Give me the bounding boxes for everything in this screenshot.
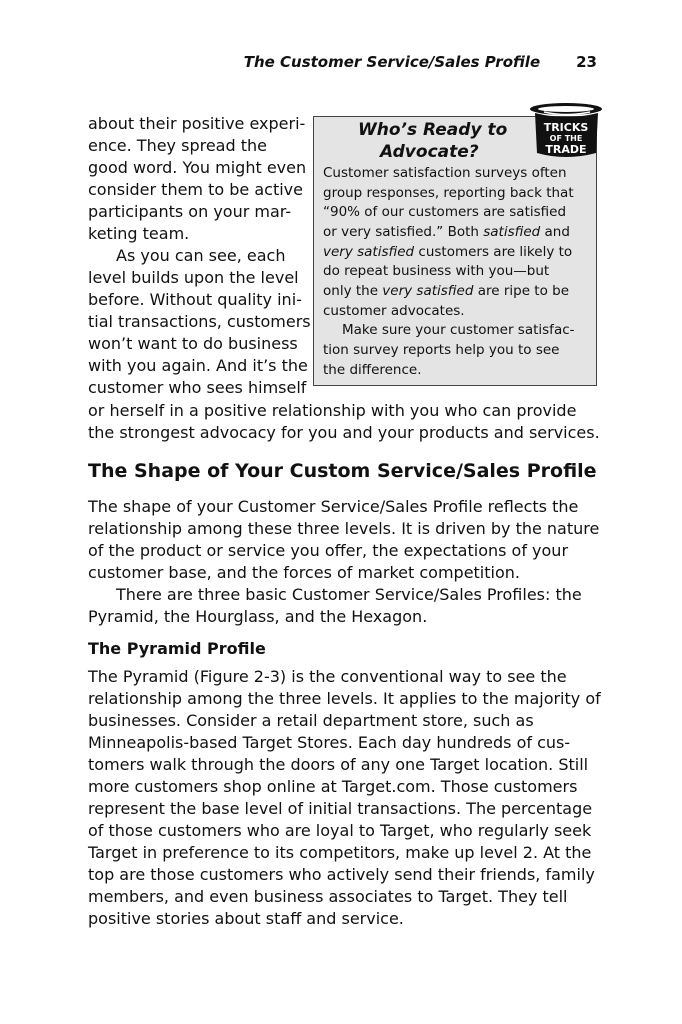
body-line: or herself in a positive relationship with you who can provide: [88, 401, 577, 420]
body-line: relationship among these three levels. It is driven by the nature: [88, 519, 600, 538]
body-line: customer who sees himself: [88, 378, 307, 397]
body-line: consider them to be active: [88, 180, 303, 199]
body-line: members, and even business associates to Target. They tell: [88, 887, 568, 906]
sidebar-line: only the very satisfied are ripe to be: [323, 283, 570, 299]
sidebar-line: Make sure your customer satisfac-: [342, 322, 575, 338]
body-line: tial transactions, customers: [88, 312, 311, 331]
sidebar-line: very satisfied customers are likely to: [323, 244, 573, 260]
sidebar-line: customer advocates.: [323, 303, 465, 319]
badge-line3: TRADE: [545, 143, 587, 156]
body-line: ence. They spread the: [88, 136, 267, 155]
body-line: tomers walk through the doors of any one Target location. Still: [88, 755, 589, 774]
sidebar-line: or very satisfied.” Both satisfied and: [323, 224, 570, 240]
body-line: represent the base level of initial transactions. The percentage: [88, 799, 593, 818]
subsection-heading: The Pyramid Profile: [88, 639, 266, 658]
sidebar-line: the difference.: [323, 362, 422, 378]
sidebar-title-line1: Who’s Ready to: [358, 120, 508, 140]
section-heading: The Shape of Your Custom Service/Sales Profile: [88, 460, 597, 482]
top-hat-icon: [520, 101, 606, 163]
body-line: top are those customers who actively send their friends, family: [88, 865, 595, 884]
body-line: about their positive experi-: [88, 114, 306, 133]
body-line: won’t want to do business: [88, 334, 298, 353]
body-line: There are three basic Customer Service/Sales Profiles: the: [116, 585, 582, 604]
running-head: [244, 53, 597, 71]
body-line: of the product or service you offer, the expectations of your: [88, 541, 569, 560]
body-line: with you again. And it’s the: [88, 356, 308, 375]
sidebar-line: Customer satisfaction surveys often: [323, 165, 567, 181]
body-line: of those customers who are loyal to Target, who regularly seek: [88, 821, 592, 840]
body-line: level builds upon the level: [88, 268, 299, 287]
body-line: keting team.: [88, 224, 190, 243]
body-line: Pyramid, the Hourglass, and the Hexagon.: [88, 607, 428, 626]
sidebar-line: “90% of our customers are satisfied: [323, 204, 567, 220]
body-line: participants on your mar-: [88, 202, 292, 221]
body-line: positive stories about staff and service.: [88, 909, 404, 928]
body-line: the strongest advocacy for you and your products and services.: [88, 423, 600, 442]
body-line: customer base, and the forces of market competition.: [88, 563, 520, 582]
sidebar-line: do repeat business with you—but: [323, 263, 550, 279]
body-line: businesses. Consider a retail department store, such as: [88, 711, 534, 730]
body-line: good word. You might even: [88, 158, 307, 177]
running-title: The Customer Service/Sales Profile: [243, 53, 541, 71]
body-line: As you can see, each: [116, 246, 286, 265]
page-number: 23: [576, 53, 597, 71]
body-line: The shape of your Customer Service/Sales Profile reflects the: [88, 497, 579, 516]
badge-line2: OF THE: [549, 134, 583, 143]
body-line: more customers shop online at Target.com. Those customers: [88, 777, 578, 796]
body-line: The Pyramid (Figure 2-3) is the conventional way to see the: [88, 667, 567, 686]
sidebar-line: tion survey reports help you to see: [323, 342, 560, 358]
body-line: Target in preference to its competitors, make up level 2. At the: [88, 843, 592, 862]
body-line: relationship among the three levels. It applies to the majority of: [88, 689, 601, 708]
sidebar-title-line2: Advocate?: [380, 142, 479, 162]
sidebar-line: group responses, reporting back that: [323, 185, 574, 201]
body-line: before. Without quality ini-: [88, 290, 302, 309]
badge-line1: TRICKS: [543, 121, 589, 134]
body-line: Minneapolis-based Target Stores. Each day hundreds of cus-: [88, 733, 571, 752]
